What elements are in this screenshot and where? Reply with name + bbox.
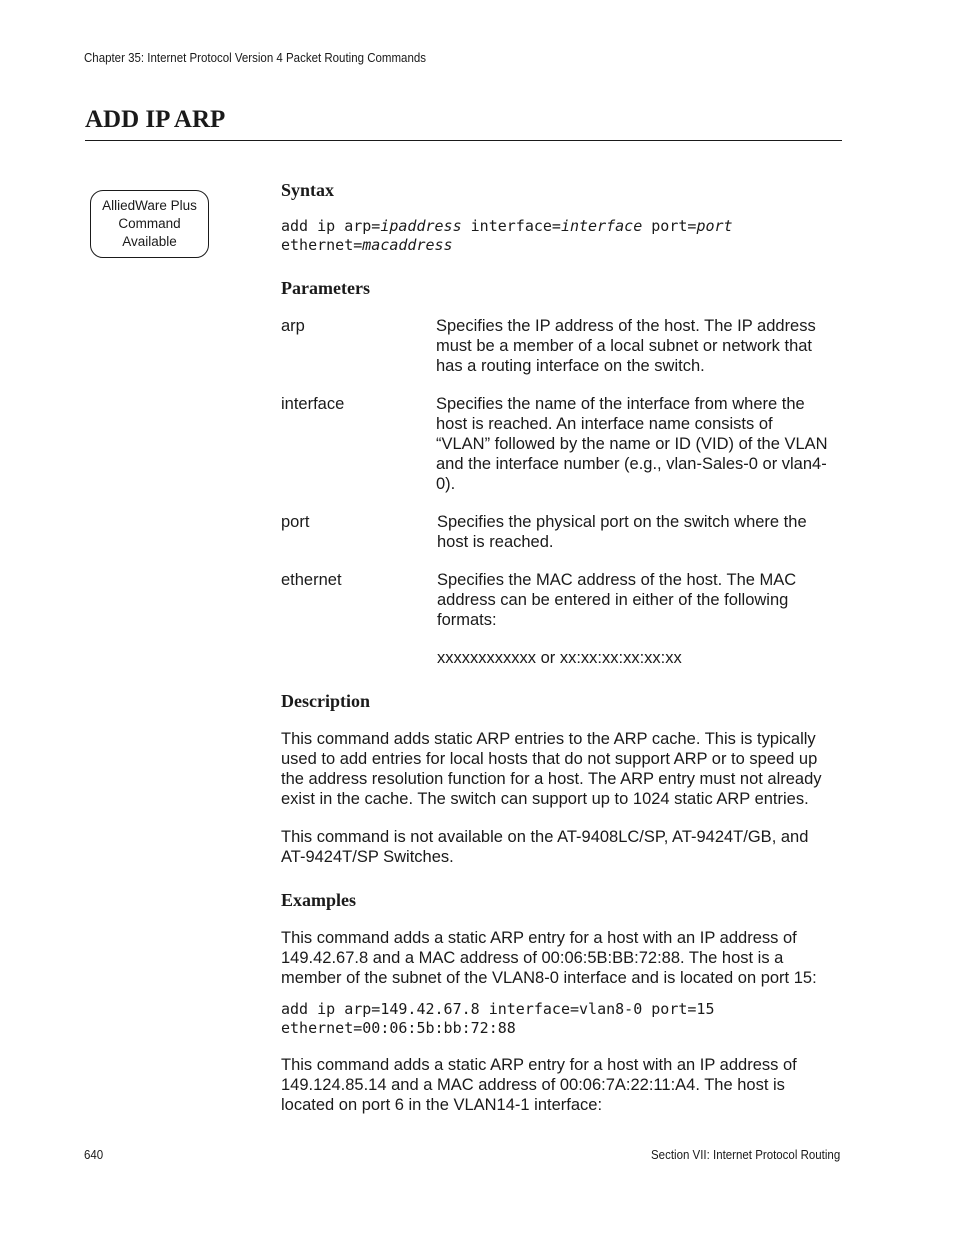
para-line: AT-9424T/SP Switches.: [281, 848, 454, 866]
code-variable: port: [696, 217, 733, 235]
para-line: the address resolution function for a host. The ARP entry must not already: [281, 770, 822, 788]
badge-line: Available: [122, 234, 177, 249]
alliedware-plus-badge: [90, 190, 209, 258]
example-paragraph-1: [281, 928, 846, 988]
desc-line: has a routing interface on the switch.: [436, 357, 705, 375]
desc-line: “VLAN” followed by the name or ID (VID) of the VLAN: [436, 435, 828, 453]
example-code-1: [281, 1000, 714, 1038]
parameters-heading: Parameters: [281, 278, 370, 298]
para-line: located on port 6 in the VLAN14-1 interface:: [281, 1096, 603, 1114]
para-line: member of the subnet of the VLAN8-0 interface and is located on port 15:: [281, 969, 817, 987]
syntax-heading: Syntax: [281, 180, 335, 200]
code-variable: ipaddress: [380, 217, 462, 235]
code-fragment: ethernet=: [281, 236, 363, 254]
desc-line: Specifies the name of the interface from where the: [436, 395, 805, 413]
code-fragment: port=: [642, 217, 697, 235]
mac-format-text: xxxxxxxxxxxx or xx:xx:xx:xx:xx:xx: [437, 649, 682, 667]
desc-line: formats:: [437, 611, 497, 629]
param-desc-port: [437, 512, 847, 552]
badge-line: AlliedWare Plus: [102, 198, 197, 213]
page-number: 640: [84, 1148, 104, 1162]
code-fragment: interface=: [461, 217, 561, 235]
code-variable: macaddress: [362, 236, 453, 254]
code-line: ethernet=00:06:5b:bb:72:88: [281, 1019, 516, 1037]
running-header: Chapter 35: Internet Protocol Version 4 Packet Routing Commands: [84, 51, 426, 65]
code-fragment: add ip arp=: [281, 217, 381, 235]
param-desc-ethernet: [437, 570, 847, 630]
para-line: 149.124.85.14 and a MAC address of 00:06:7A:22:11:A4. The host is: [281, 1076, 785, 1094]
description-paragraph-1: [281, 729, 846, 809]
example-paragraph-2: [281, 1055, 846, 1115]
para-line: used to add entries for local hosts that do not support ARP or to speed up: [281, 750, 818, 768]
running-footer-section: Section VII: Internet Protocol Routing: [651, 1148, 841, 1162]
param-name-port: port: [281, 513, 310, 531]
desc-line: 0).: [436, 475, 456, 493]
code-line: add ip arp=149.42.67.8 interface=vlan8-0 port=15: [281, 1000, 715, 1018]
desc-line: Specifies the IP address of the host. The IP address: [436, 317, 816, 335]
examples-heading: Examples: [281, 890, 357, 910]
desc-line: Specifies the MAC address of the host. The MAC: [437, 571, 797, 589]
syntax-line-1: [281, 217, 733, 236]
param-name-arp: arp: [281, 317, 305, 335]
para-line: This command adds a static ARP entry for a host with an IP address of: [281, 929, 797, 947]
para-line: This command adds a static ARP entry for a host with an IP address of: [281, 1056, 797, 1074]
desc-line: must be a member of a local subnet or network that: [436, 337, 813, 355]
desc-line: host is reached.: [437, 533, 554, 551]
description-paragraph-2: [281, 827, 846, 867]
para-line: This command is not available on the AT-9408LC/SP, AT-9424T/GB, and: [281, 828, 809, 846]
desc-line: address can be entered in either of the following: [437, 591, 789, 609]
desc-line: Specifies the physical port on the switch where the: [437, 513, 807, 531]
param-name-interface: interface: [281, 395, 345, 413]
title-divider: [85, 140, 842, 141]
param-desc-arp: [436, 316, 846, 376]
para-line: 149.42.67.8 and a MAC address of 00:06:5B:BB:72:88. The host is a: [281, 949, 784, 967]
desc-line: and the interface number (e.g., vlan-Sales-0 or vlan4-: [436, 455, 827, 473]
page-title: ADD IP ARP: [85, 106, 226, 133]
syntax-line-2: [281, 236, 733, 255]
syntax-code: [281, 217, 733, 255]
badge-line: Command: [118, 216, 181, 231]
para-line: This command adds static ARP entries to the ARP cache. This is typically: [281, 730, 816, 748]
desc-line: host is reached. An interface name consists of: [436, 415, 773, 433]
para-line: exist in the cache. The switch can support up to 1024 static ARP entries.: [281, 790, 809, 808]
param-desc-interface: [436, 394, 846, 494]
code-variable: interface: [560, 217, 643, 235]
param-name-ethernet: ethernet: [281, 571, 342, 589]
description-heading: Description: [281, 691, 370, 711]
